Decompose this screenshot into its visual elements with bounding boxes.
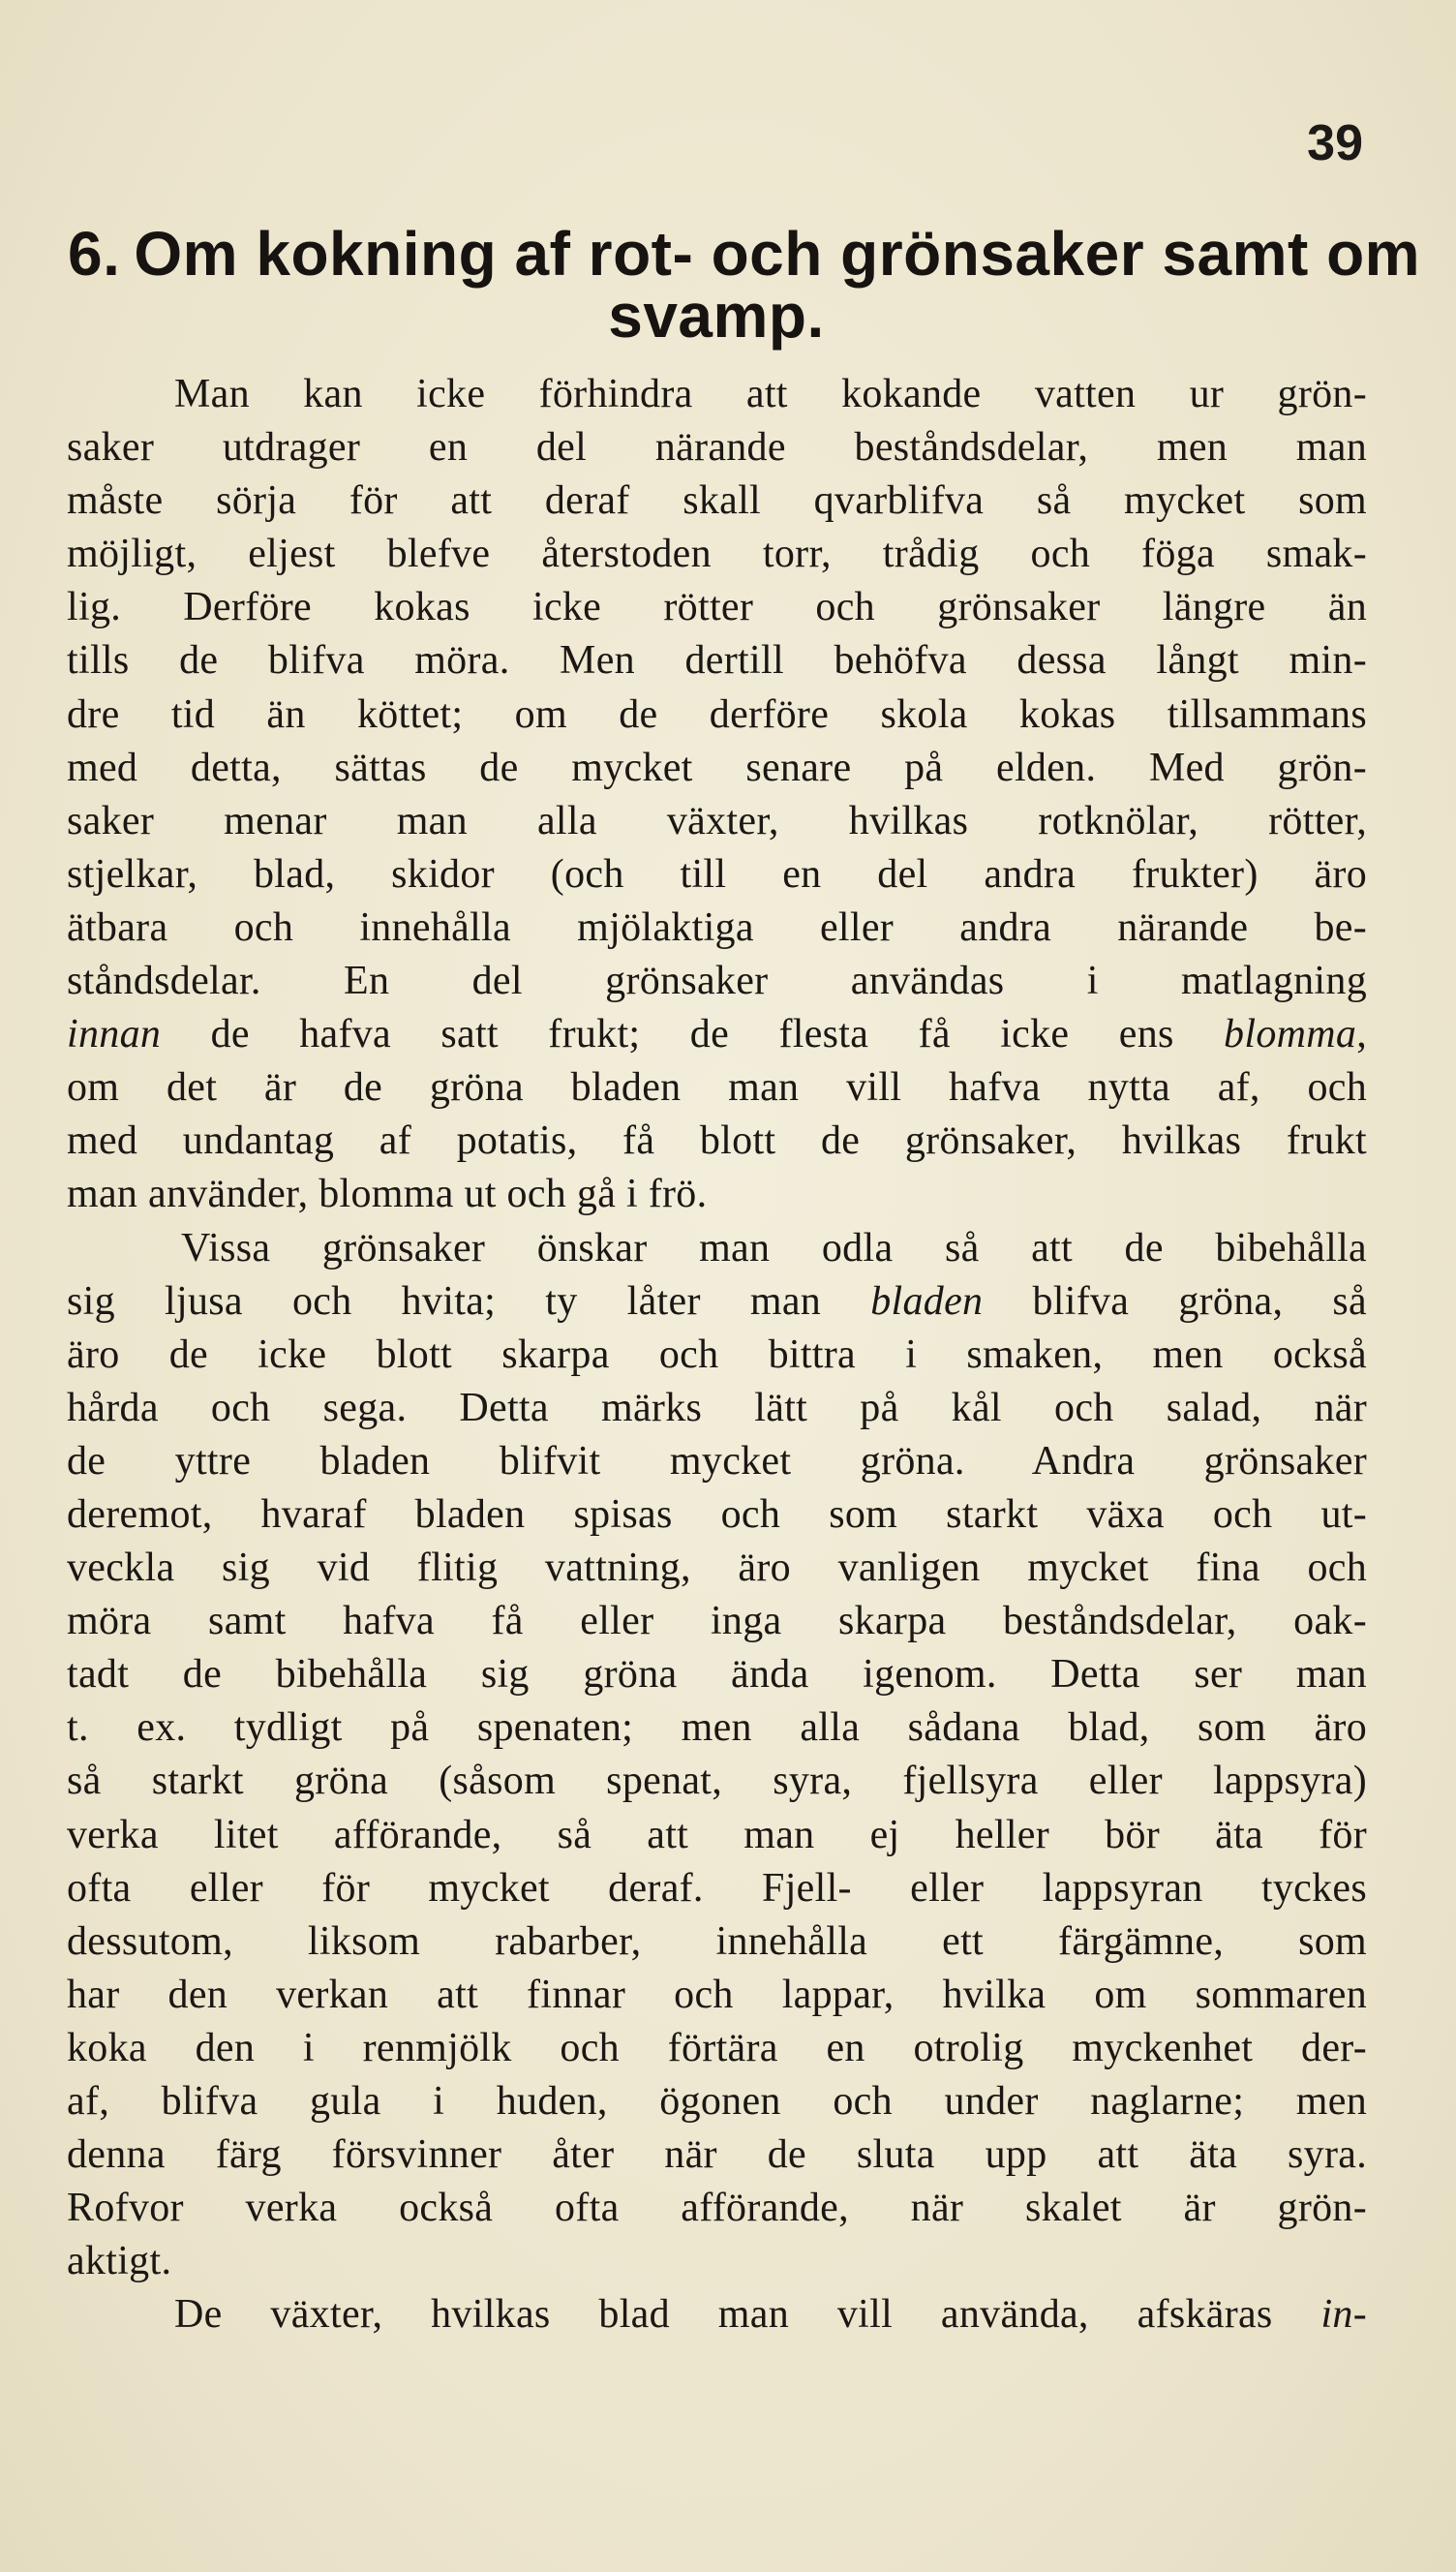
text-line: lig. Derföre kokas icke rötter och grönsaker längre än bbox=[67, 585, 1367, 630]
body-text bbox=[67, 368, 1367, 2342]
italic-word: in- bbox=[1320, 2292, 1367, 2338]
text-segment: de hafva satt frukt; de flesta få icke ens bbox=[161, 1012, 1225, 1057]
text-line: med undantag af potatis, få blott de grönsaker, hvilkas frukt bbox=[67, 1118, 1367, 1164]
text-line: hårda och sega. Detta märks lätt på kål och salad, när bbox=[67, 1385, 1367, 1430]
italic-word: blomma bbox=[1224, 1012, 1357, 1057]
italic-word: innan bbox=[67, 1012, 162, 1057]
heading-line-2: svamp. bbox=[608, 281, 825, 351]
page-number: 39 bbox=[1307, 115, 1363, 171]
text-segment: , bbox=[1356, 1012, 1367, 1057]
text-line: om det är de gröna bladen man vill hafva nytta af, och bbox=[67, 1065, 1367, 1111]
text-line: ofta eller för mycket deraf. Fjell- eller lappsyran tyckes bbox=[67, 1865, 1367, 1911]
text-line: Rofvor verka också ofta afförande, när skalet är grön- bbox=[67, 2186, 1367, 2231]
text-line bbox=[67, 2288, 1367, 2342]
text-line: ätbara och innehålla mjölaktiga eller andra närande be- bbox=[67, 904, 1367, 950]
text-line: tills de blifva möra. Men dertill behöfva dessa långt min- bbox=[67, 638, 1367, 684]
text-line: tadt de bibehålla sig gröna ända igenom. Detta ser man bbox=[67, 1652, 1367, 1698]
text-line: stjelkar, blad, skidor (och till en del andra frukter) äro bbox=[67, 851, 1367, 897]
text-segment: blifva gröna, så bbox=[983, 1278, 1367, 1324]
text-line: dessutom, liksom rabarber, innehålla ett färgämne, som bbox=[67, 1918, 1367, 1964]
text-line: koka den i renmjölk och förtära en otrolig myckenhet der- bbox=[67, 2025, 1367, 2070]
text-line: Vissa grönsaker önskar man odla så att de bibehålla bbox=[181, 1225, 1367, 1271]
text-line: man använder, blomma ut och gå i frö. bbox=[67, 1172, 708, 1217]
text-line: aktigt. bbox=[67, 2239, 172, 2284]
text-line: t. ex. tydligt på spenaten; men alla sådana blad, som äro bbox=[67, 1705, 1367, 1751]
text-line: veckla sig vid flitig vattning, äro vanligen mycket fina och bbox=[67, 1546, 1367, 1591]
text-line: af, blifva gula i huden, ögonen och under naglarne; men bbox=[67, 2079, 1367, 2124]
text-line: de yttre bladen blifvit mycket gröna. Andra grönsaker bbox=[67, 1438, 1367, 1484]
text-line: måste sörja för att deraf skall qvarblifva så mycket som bbox=[67, 478, 1367, 524]
text-line: verka litet afförande, så att man ej heller bör äta för bbox=[67, 1812, 1367, 1857]
text-line: har den verkan att finnar och lappar, hvilka om sommaren bbox=[67, 1972, 1367, 2017]
text-line: saker utdrager en del närande beståndsdelar, men man bbox=[67, 425, 1367, 471]
heading-number: 6. bbox=[68, 219, 121, 289]
text-line: äro de icke blott skarpa och bittra i smaken, men också bbox=[67, 1332, 1367, 1377]
text-line: saker menar man alla växter, hvilkas rotknölar, rötter, bbox=[67, 798, 1367, 843]
heading-title-part-1: Om kokning af rot- och grönsaker samt om bbox=[134, 219, 1421, 289]
text-line bbox=[67, 1008, 1367, 1061]
text-segment: sig ljusa och hvita; ty låter man bbox=[67, 1278, 871, 1324]
text-line: Man kan icke förhindra att kokande vatten ur grön- bbox=[174, 372, 1367, 416]
text-segment: De växter, hvilkas blad man vill använda, afskäras bbox=[174, 2292, 1321, 2338]
text-line: möra samt hafva få eller inga skarpa beståndsdelar, oak- bbox=[67, 1599, 1367, 1644]
text-line: dre tid än köttet; om de derföre skola kokas tillsammans bbox=[67, 691, 1367, 737]
text-line: deremot, hvaraf bladen spisas och som starkt växa och ut- bbox=[67, 1491, 1367, 1537]
text-line: denna färg försvinner åter när de sluta upp att äta syra. bbox=[67, 2132, 1367, 2178]
italic-word: bladen bbox=[870, 1278, 984, 1324]
text-line bbox=[67, 1275, 1367, 1329]
text-line: ståndsdelar. En del grönsaker användas i matlagning bbox=[67, 959, 1367, 1004]
heading-line-1 bbox=[68, 219, 1421, 289]
text-line: så starkt gröna (såsom spenat, syra, fjellsyra eller lappsyra) bbox=[67, 1759, 1367, 1804]
text-line: med detta, sättas de mycket senare på elden. Med grön- bbox=[67, 745, 1367, 790]
section-heading bbox=[68, 219, 1421, 351]
text-line: möjligt, eljest blefve återstoden torr, trådig och föga smak- bbox=[67, 532, 1367, 577]
